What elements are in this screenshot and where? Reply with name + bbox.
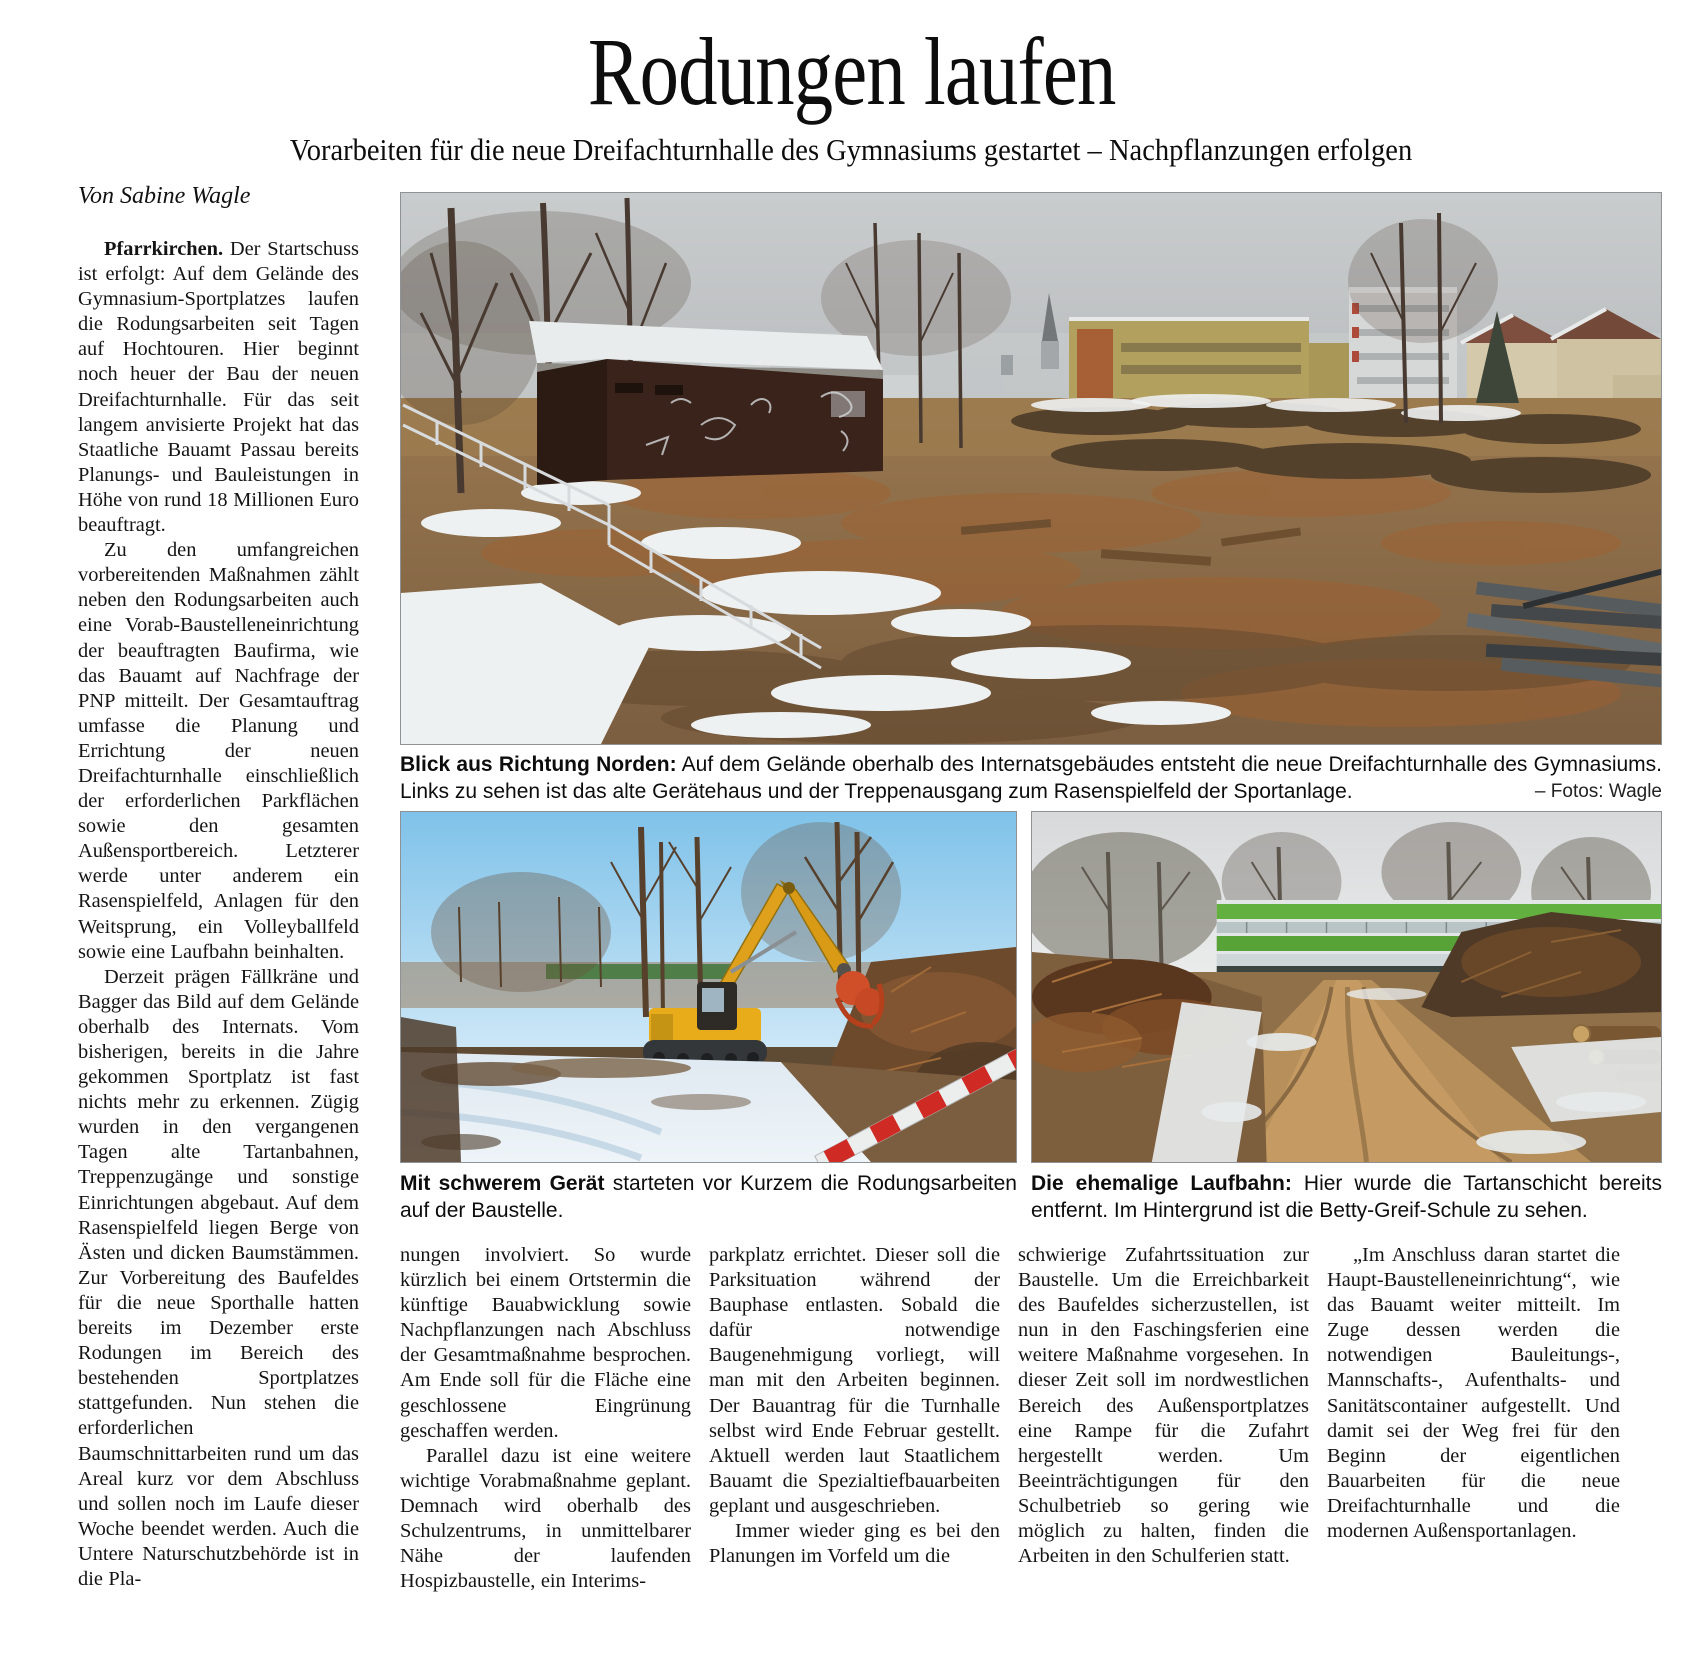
left-column-paragraphs xyxy=(78,538,359,1592)
caption-main-lead: Blick aus Richtung Norden: xyxy=(400,753,677,776)
paragraph: parkplatz errichtet. Dieser soll die Parksituation während der Bauphase entlasten. Sobald die dafür notwendige Baugenehmigung vorliegt, will man mit den Arbeiten beginnen. Der Bauantrag für die Turnhalle selbst wird Ende Februar gestellt. Aktuell werden laut Staatlichem Bauamt die Spezialtiefbauarbeiten geplant und ausgeschrieben. xyxy=(709,1244,1000,1517)
article-left-column xyxy=(78,237,359,1592)
caption-track-text: Hier wurde die Tartanschicht bereits entfernt. Im Hintergrund ist die Betty-Greif-Schule zu sehen. xyxy=(1031,1172,1663,1222)
article-column-2 xyxy=(709,1243,1000,1569)
caption-track xyxy=(1031,1170,1662,1224)
photo-credit: – Fotos: Wagle xyxy=(1523,778,1662,805)
geraetehaus-shed xyxy=(529,321,883,485)
headline: Rodungen laufen xyxy=(587,18,1116,125)
article-column-1 xyxy=(400,1243,691,1594)
photo-main-scene xyxy=(401,193,1661,744)
article-column-4 xyxy=(1327,1243,1620,1544)
byline: Von Sabine Wagle xyxy=(78,183,251,209)
paragraph: schwierige Zufahrtssituation zur Baustelle. Um die Erreichbarkeit des Baufeldes sicherzustellen, ist nun in den Faschingsferien eine weitere Maßnahme vorgesehen. In dieser Zeit soll im nordwestlichen Bereich des Außensportplatzes eine Rampe für die Zufahrt hergestellt werden. Um Beeinträchtigungen für den Schulbetrieb so gering wie möglich zu halten, finden die Arbeiten in den Schulferien statt. xyxy=(1018,1244,1309,1568)
article-column-3 xyxy=(1018,1243,1309,1569)
photo-main xyxy=(400,192,1662,745)
dateline: Pfarrkirchen. xyxy=(104,238,224,260)
lead-paragraph xyxy=(78,237,359,538)
caption-excavator-text: starteten vor Kurzem die Rodungsarbeiten auf der Baustelle. xyxy=(400,1172,1017,1222)
caption-excavator xyxy=(400,1170,1017,1224)
photo-track xyxy=(1031,811,1662,1163)
paragraph: nungen involviert. So wurde kürzlich bei einem Ortstermin die künftige Bauabwicklung sowie Nachpflanzungen nach Abschluss der Gesamtmaßnahme besprochen. Am Ende soll für die Fläche eine geschlossene Eingrünung geschaffen werden. xyxy=(400,1244,691,1442)
paragraph: Derzeit prägen Fällkräne und Bagger das Bild auf dem Gelände oberhalb des Internats. Vom bisherigen, bereits in die Jahre gekommen Sportplatz ist fast nichts mehr zu erkennen. Zügig wurden in den vergangenen Tagen alte Tartanbahnen, Treppenzugänge und sonstige Einrichtungen abgebaut. Auf dem Rasenspielfeld liegen Berge von Ästen und dicken Baumstämmen. Zur Vorbereitung des Baufeldes für die neue Sporthalle hatten bereits im Dezember erste Rodungen im Bereich des bestehenden Sportplatzes stattgefunden. Nun stehen die erforderlichen Baumschnittarbeiten rund um das Areal kurz vor dem Abschluss und sollen noch im Laufe dieser Woche beendet werden. Auch die Untere Naturschutzbehörde ist in die Pla- xyxy=(78,965,359,1590)
photo-excavator-scene xyxy=(401,812,1016,1162)
caption-main-text: Auf dem Gelände oberhalb des Internatsgebäudes entsteht die neue Dreifachturnhalle des Gymnasiums. Links zu sehen ist das alte Gerätehaus und der Treppenausgang zum Rasenspielfeld der Sportanlage. xyxy=(400,753,1662,803)
paragraph: Immer wieder ging es bei den Planungen im Vorfeld um die xyxy=(709,1520,1000,1568)
paragraph: „Im Anschluss daran startet die Haupt-Baustelleneinrichtung“, wie das Bauamt weiter mitteilt. Im Zuge dessen werden die notwendigen Bauleitungs-, Mannschafts-, Aufenthalts- und Sanitätscontainer aufgestellt. Und damit sei der Weg frei für den Beginn der eigentlichen Bauarbeiten für die neue Dreifachturnhalle und die modernen Außensportanlagen. xyxy=(1327,1244,1620,1543)
photo-track-scene xyxy=(1032,812,1661,1162)
caption-track-lead: Die ehemalige Laufbahn: xyxy=(1031,1172,1292,1195)
caption-excavator-lead: Mit schwerem Gerät xyxy=(400,1172,605,1195)
paragraph: Zu den umfangreichen vorbereitenden Maßnahmen zählt neben den Rodungsarbeiten auch eine Vorab-Baustelleneinrichtung der beauftragten Baufirma, wie das Bauamt auf Nachfrage der PNP mitteilt. Der Gesamtauftrag umfasse die Planung und Errichtung der neuen Dreifachturnhalle einschließlich der erforderlichen Parkflächen sowie den gesamten Außensportbereich. Letzterer werde unter anderem ein Rasenspielfeld, Anlagen für den Weitsprung, ein Volleyballfeld sowie eine Laufbahn beinhalten. xyxy=(78,539,359,963)
photo-excavator xyxy=(400,811,1017,1163)
paragraph: Parallel dazu ist eine weitere wichtige Vorabmaßnahme geplant. Demnach wird oberhalb des Schulzentrums, in unmittelbarer Nähe der laufenden Hospizbaustelle, ein Interims- xyxy=(400,1444,691,1593)
subheadline: Vorarbeiten für die neue Dreifachturnhalle des Gymnasiums gestartet – Nachpflanzungen erfolgen xyxy=(290,132,1413,167)
caption-main xyxy=(400,751,1662,805)
lead-text: Der Startschuss ist erfolgt: Auf dem Gelände des Gymnasium-Sportplatzes laufen die Rodungsarbeiten seit Tagen auf Hochtouren. Hier beginnt noch heuer der Bau der neuen Dreifachturnhalle. Für das seit langem anvisierte Projekt hat das Staatliche Bauamt Passau bereits Planungs- und Bauleistungen in Höhe von rund 18 Millionen Euro beauftragt. xyxy=(78,238,359,537)
